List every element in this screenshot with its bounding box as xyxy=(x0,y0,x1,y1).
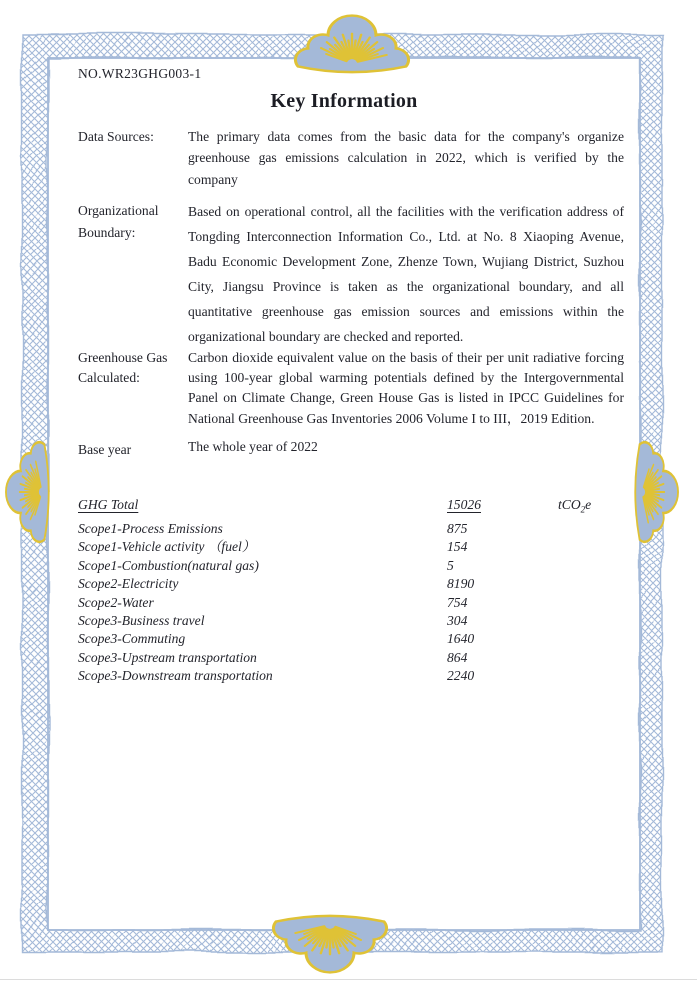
ghg-row xyxy=(78,538,644,556)
ghg-row-value: 754 xyxy=(447,594,468,610)
section-label: Greenhouse Gas Calculated: xyxy=(78,350,168,385)
ghg-row xyxy=(78,594,644,612)
ghg-row-value: 864 xyxy=(447,649,468,665)
page-title: Key Information xyxy=(270,90,418,112)
sunburst-ornament-left xyxy=(6,442,49,542)
ghg-row-label: Scope3-Commuting xyxy=(78,631,186,647)
ghg-row xyxy=(78,667,644,685)
section-label: Data Sources: xyxy=(78,129,154,144)
section-text: The whole year of 2022 xyxy=(188,439,318,454)
ghg-row xyxy=(78,557,644,575)
ghg-row-value: 5 xyxy=(447,557,454,573)
section-text: Carbon dioxide equivalent value on the basis of their per unit radiative forcing using 100-year global warming potentials defined by the Intergovernmental Panel on Climate Change, Green House Gas is listed in IPCC Guidelines for National Greenhouse Gas Inventories 2006 Volume I to III，2019 Edition. xyxy=(188,350,624,426)
ghg-table xyxy=(78,497,644,686)
ghg-row xyxy=(78,520,644,538)
ghg-row-label: Scope2-Electricity xyxy=(78,576,179,592)
ghg-row xyxy=(78,575,644,593)
ghg-row xyxy=(78,612,644,630)
ghg-row-label: Scope3-Business travel xyxy=(78,612,205,628)
document-number: NO.WR23GHG003-1 xyxy=(78,66,202,81)
sunburst-ornament-bottom xyxy=(273,916,386,973)
ghg-total-label: GHG Total xyxy=(78,497,139,512)
ghg-total-value: 15026 xyxy=(447,497,481,512)
ghg-row-value: 8190 xyxy=(447,576,475,592)
section-text: The primary data comes from the basic data for the company's organize greenhouse gas emissions calculation in 2022, which is verified by the company xyxy=(188,129,624,187)
section-text: Based on operational control, all the facilities with the verification address of Tongding Interconnection Information Co., Ltd. at No. 8 Xiaoping Avenue, Badu Economic Development Zone, Zhenze Town, Wujiang District, Suzhou City, Jiangsu Province is taken as the organizational boundary, and all quantitative greenhouse gas emission sources and emissions within the organizational boundary are checked and reported. xyxy=(188,204,624,344)
ghg-row-label: Scope1-Vehicle activity （fuel） xyxy=(78,539,256,555)
ghg-row xyxy=(78,630,644,648)
sunburst-ornament-top xyxy=(295,16,408,73)
ghg-row-label: Scope3-Downstream transportation xyxy=(78,668,273,684)
ghg-row-label: Scope2-Water xyxy=(78,594,154,610)
ghg-row xyxy=(78,649,644,667)
ghg-row-value: 304 xyxy=(447,612,468,628)
ghg-row-value: 2240 xyxy=(447,668,475,684)
ghg-row-label: Scope3-Upstream transportation xyxy=(78,649,257,665)
ghg-table-header xyxy=(78,497,644,520)
page-bottom-edge xyxy=(0,979,697,980)
ghg-row-label: Scope1-Process Emissions xyxy=(78,521,223,536)
ghg-row-value: 154 xyxy=(447,539,468,555)
ghg-row-label: Scope1-Combustion(natural gas) xyxy=(78,557,259,573)
ghg-unit: tCO$_2$e xyxy=(558,497,592,515)
ghg-row-value: 1640 xyxy=(447,631,475,647)
section-label: Base year xyxy=(78,442,132,457)
ghg-row-value: 875 xyxy=(447,521,468,536)
section-label: Organizational Boundary: xyxy=(78,203,159,240)
